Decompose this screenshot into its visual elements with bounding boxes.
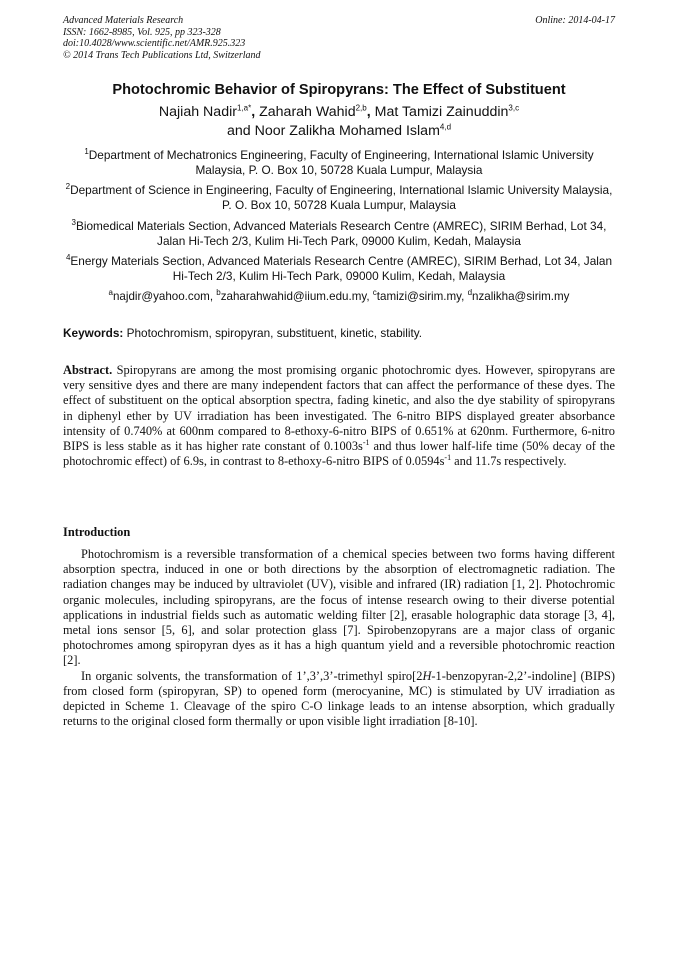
paragraph: Photochromism is a reversible transformation of a chemical species between two forms having different absorption spectra, induced in one or both directions by the absorption of electromagnetic radiation. The radiation changes may be induced by ultraviolet (UV), visible and infrared (IR) radiation [1, 2]. Photochromic organic molecules, including spiropyrans, are the focus of intense research owing to their diverse potential applications in industrial fields such as automatic welding filter [2], erasable holographic data storage [3, 4], metal ions sensor [5, 6], and solar protection glass [7]. Spirobenzopyrans are a major class of organic photochromes among spiropyran dyes as it has a high quantum yield and a reversible photochromic reaction [2]. (63, 547, 615, 668)
issn-line: ISSN: 1662-8985, Vol. 925, pp 323-328 (63, 26, 221, 38)
email-address[interactable]: nzalikha@sirim.my (472, 290, 570, 303)
keywords (63, 326, 616, 340)
affiliation-number: 4 (65, 253, 71, 263)
affiliation-text: Department of Mechatronics Engineering, Faculty of Engineering, International Islamic University Malaysia, P. O. Box 10, 50728 Kuala Lumpur, Malaysia (88, 148, 594, 177)
paragraph (63, 669, 615, 730)
email-sup: b (216, 288, 221, 298)
abstract-text: Spiropyrans are among the most promising organic photochromic dyes. However, spiropyrans are very sensitive dyes and there are many independent factors that can affect the performance of these dyes. The effect of substituent on the optical absorption spectra, fading kinetic, and also the dye stability of spiropyrans in diphenyl ether by UV irradiation has been investigated. The 6-nitro BIPS displayed greater absorbance intensity of 0.740% at 600nm compared to 8-ethoxy-6-nitro BIPS of 0.651% at 620nm. Furthermore, 6-nitro BIPS is less stable as it has higher rate constant of 0.1003s (63, 363, 615, 454)
email-list: $^a$najdir@yahoo.com, $^b$zaharahwahid@iium.edu.my, $^c$tamizi@sirim.my, $^d$nzalikha@sirim.my (108, 288, 570, 303)
abstract-sup: -1 (444, 453, 452, 463)
affiliation-number: 2 (65, 182, 71, 192)
journal-header (63, 15, 615, 61)
affiliation-text: Department of Science in Engineering, Faculty of Engineering, International Islamic University Malaysia, P. O. Box 10, 50728 Kuala Lumpur, Malaysia (70, 183, 613, 212)
author-sup: 4,d (439, 122, 452, 132)
email-sup: c (372, 288, 377, 298)
keywords-text: Photochromism, spiropyran, substituent, kinetic, stability. (126, 326, 423, 340)
email-address[interactable]: najdir@yahoo.com (112, 290, 210, 303)
affiliation-text: Biomedical Materials Section, Advanced Materials Research Centre (AMREC), SIRIM Berhad, Lot 34, Jalan Hi-Tech 2/3, Kulim Hi-Tech Park, 09000 Kulim, Kedah, Malaysia (76, 219, 607, 248)
affiliation-4 (62, 254, 616, 284)
email-sup: a (108, 288, 113, 298)
email-sup: d (467, 288, 473, 298)
abstract-label: Abstract. (63, 363, 113, 377)
introduction-body (63, 547, 615, 729)
author-name: Najiah Nadir (158, 104, 237, 120)
author-list: Najiah Nadir$^{1,a*}$, Zaharah Wahid$^{2,b}$, Mat Tamizi Zainuddin$^{3,c}$ and Noor Zalikha Mohamed Islam$^{4,d}$ (158, 103, 520, 139)
paragraph-text: In organic solvents, the transformation of 1’,3’,3’-trimethyl spiro[2 (81, 668, 423, 683)
abstract-sup: -1 (362, 437, 370, 447)
copyright-line: © 2014 Trans Tech Publications Ltd, Switzerland (63, 49, 261, 61)
author-sup: 3,c (508, 103, 520, 113)
abstract (63, 363, 615, 469)
italic-text: H (422, 668, 432, 683)
affiliation-2 (62, 183, 616, 213)
email-address[interactable]: zaharahwahid@iium.edu.my (220, 290, 367, 303)
affiliation-1 (62, 148, 616, 178)
author-sup: 1,a* (236, 103, 252, 113)
author-name: Mat Tamizi Zainuddin (374, 104, 509, 120)
affiliation-3 (62, 219, 616, 249)
paper-title: Photochromic Behavior of Spiropyrans: The Effect of Substituent (112, 82, 566, 98)
online-date: Online: 2014-04-17 (535, 15, 615, 26)
author-name: Noor Zalikha Mohamed Islam (254, 123, 440, 139)
doi-line: doi:10.4028/www.scientific.net/AMR.925.323 (63, 38, 246, 49)
author-sup: 2,b (355, 103, 367, 113)
journal-name: Advanced Materials Research (63, 15, 184, 26)
paragraph-text: -1-benzopyran-2,2’-indoline] (BIPS) from closed form (spiropyran, SP) to opened form (merocyanine, MC) is stimulated by UV irradiation as depicted in Scheme 1. Cleavage of the spiro C-O linkage leads to an intense absorption, which gradually returns to the original closed form thermally or upon visible light irradiation [8-10]. (63, 668, 615, 729)
abstract-text: and 11.7s respectively. (451, 454, 567, 469)
email-address[interactable]: tamizi@sirim.my (376, 290, 462, 303)
section-heading: Introduction (63, 525, 131, 539)
affiliation-text: Energy Materials Section, Advanced Materials Research Centre (AMREC), SIRIM Berhad, Lot 34, Jalan Hi-Tech 2/3, Kulim Hi-Tech Park, 09000 Kulim, Kedah, Malaysia (70, 254, 613, 283)
affiliation-number: 1 (84, 147, 89, 157)
author-name: Zaharah Wahid (259, 104, 356, 120)
affiliation-number: 3 (71, 218, 76, 228)
abstract-text: and thus lower half-life time (50% decay of the photochromic effect) of 6.9s, in contrast to 8-ethoxy-6-nitro BIPS of 0.0594s (63, 439, 615, 469)
keywords-label: Keywords: (63, 326, 124, 340)
